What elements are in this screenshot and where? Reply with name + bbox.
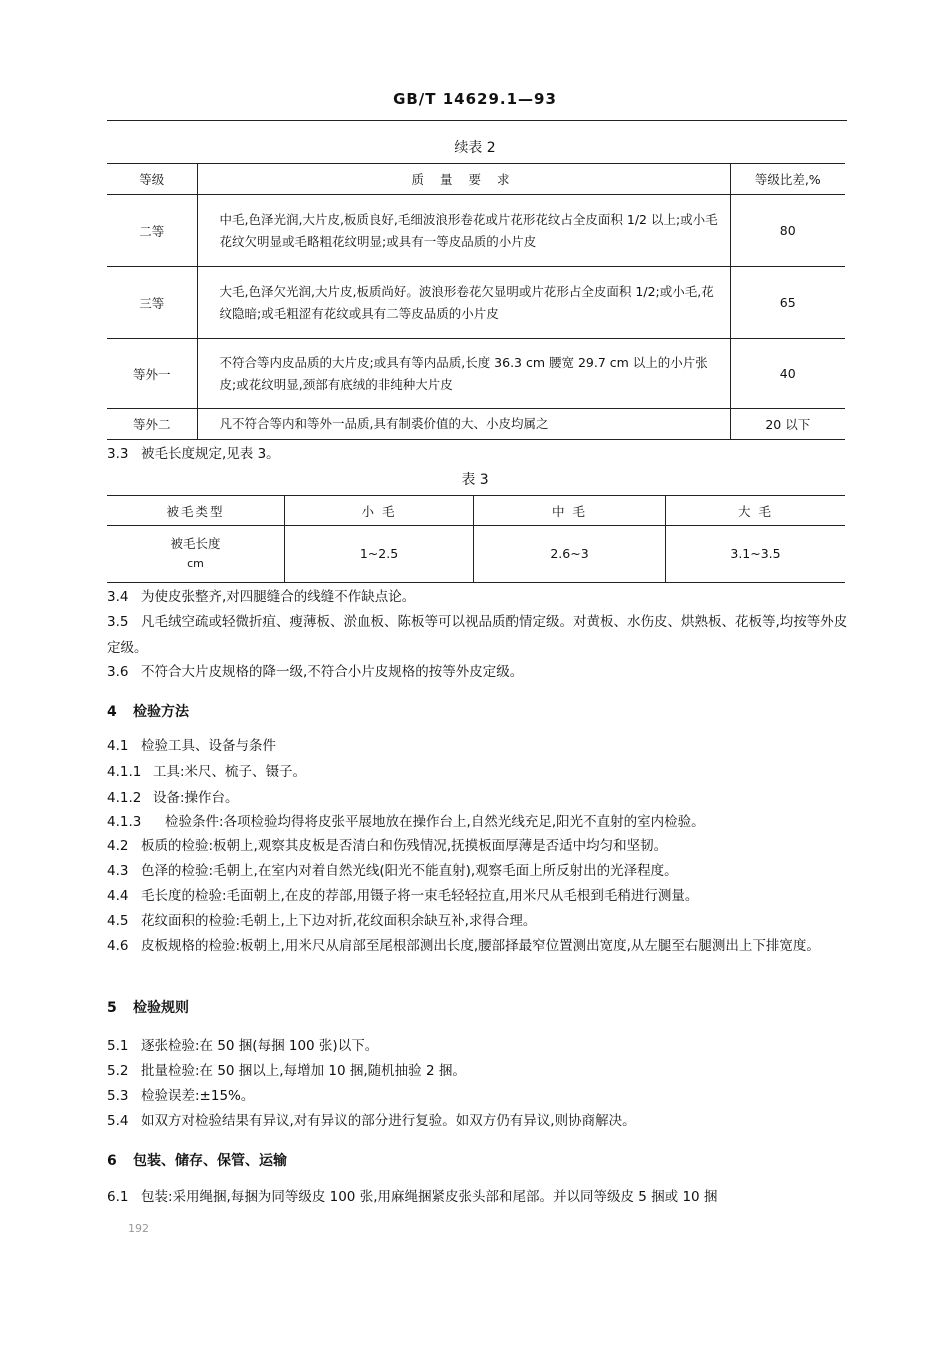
header-large-hair: 大 毛	[666, 496, 846, 526]
table-header-row	[107, 496, 845, 526]
ratio-cell: 65	[730, 267, 845, 339]
table-row	[107, 409, 845, 440]
page-number: 192	[128, 1222, 149, 1235]
clause-number: 4.5	[107, 913, 129, 929]
section-title: 检验规则	[133, 1000, 189, 1016]
section-number: 6	[107, 1153, 117, 1169]
clause-text: 设备:操作台。	[153, 790, 239, 806]
ratio-cell: 20 以下	[730, 409, 845, 440]
clause-text: 毛长度的检验:毛面朝上,在皮的荐部,用镊子将一束毛轻轻拉直,用米尺从毛根到毛稍进行测量。	[141, 888, 699, 904]
clause-text: 皮板规格的检验:板朝上,用米尺从肩部至尾根部测出长度,腰部择最窄位置测出宽度,从左腿至右腿测出上下排宽度。	[141, 938, 820, 954]
row-label	[107, 526, 285, 583]
table-row	[107, 267, 845, 339]
header-rule	[107, 120, 847, 121]
paragraph	[107, 1058, 849, 1084]
section-heading	[107, 1150, 287, 1170]
header-hair-type: 被毛类型	[107, 496, 285, 526]
clause-text: 不符合大片皮规格的降一级,不符合小片皮规格的按等外皮定级。	[141, 664, 524, 680]
paragraph	[107, 609, 849, 661]
table-row	[107, 339, 845, 409]
grade-cell: 等外二	[107, 409, 197, 440]
clause-text: 为使皮张整齐,对四腿缝合的线缝不作缺点论。	[141, 589, 416, 605]
paragraph	[107, 584, 849, 610]
table2-caption: 续表 2	[454, 140, 496, 156]
header-ratio: 等级比差,%	[730, 164, 845, 195]
clause-number: 4.3	[107, 863, 129, 879]
table-row	[107, 195, 845, 267]
clause-text: 逐张检验:在 50 捆(每捆 100 张)以下。	[141, 1038, 379, 1054]
section-title: 包装、储存、保管、运输	[133, 1153, 287, 1169]
paragraph	[107, 858, 849, 884]
clause-number: 5.2	[107, 1063, 129, 1079]
clause-text: 凡毛绒空疏或轻微折疽、瘦薄板、淤血板、陈板等可以视品质酌情定级。对黄板、水伤皮、烘熟板、花板等,均按等外皮定级。	[107, 614, 848, 656]
ratio-cell: 40	[730, 339, 845, 409]
paragraph	[107, 883, 849, 909]
grade-cell: 三等	[107, 267, 197, 339]
clause-number: 4.4	[107, 888, 129, 904]
clause-text: 检验条件:各项检验均得将皮张平展地放在操作台上,自然光线充足,阳光不直射的室内检验。	[165, 814, 705, 830]
row-label-text: 被毛长度	[170, 536, 221, 551]
value-cell: 2.6~3	[474, 526, 666, 583]
clause-number: 5.3	[107, 1088, 129, 1104]
ratio-cell: 80	[730, 195, 845, 267]
paragraph	[107, 833, 849, 859]
clause-number: 5.1	[107, 1038, 129, 1054]
table-header-row	[107, 164, 845, 195]
clause-number: 4.1.3	[107, 814, 142, 830]
paragraph	[107, 908, 849, 934]
clause-text: 检验工具、设备与条件	[141, 738, 276, 754]
grade-cell: 等外一	[107, 339, 197, 409]
clause-text: 花纹面积的检验:毛朝上,上下边对折,花纹面积余缺互补,求得合理。	[141, 913, 537, 929]
value-cell: 3.1~3.5	[666, 526, 846, 583]
clause-number: 4.1.1	[107, 764, 142, 780]
clause-text: 色泽的检验:毛朝上,在室内对着自然光线(阳光不能直射),观察毛面上所反射出的光泽程度。	[141, 863, 678, 879]
paragraph	[107, 659, 849, 685]
clause-number: 6.1	[107, 1189, 129, 1205]
clause-text: 被毛长度规定,见表 3。	[141, 446, 280, 462]
grade-table	[107, 163, 845, 440]
hair-length-table	[107, 495, 845, 583]
clause-number: 3.5	[107, 614, 129, 630]
clause-number: 5.4	[107, 1113, 129, 1129]
paragraph	[107, 441, 849, 467]
standard-number: GB/T 14629.1—93	[393, 90, 557, 108]
paragraph	[107, 785, 849, 811]
header-small-hair: 小 毛	[285, 496, 474, 526]
table-row	[107, 526, 845, 583]
section-number: 4	[107, 704, 117, 720]
clause-number: 4.2	[107, 838, 129, 854]
section-heading	[107, 997, 189, 1017]
value-cell: 1~2.5	[285, 526, 474, 583]
paragraph	[107, 1108, 849, 1134]
clause-number: 3.3	[107, 446, 129, 462]
clause-text: 工具:米尺、梳子、镊子。	[153, 764, 307, 780]
clause-number: 4.1.2	[107, 790, 142, 806]
clause-number: 3.4	[107, 589, 129, 605]
requirement-cell: 不符合等内皮品质的大片皮;或具有等内品质,长度 36.3 cm 腰宽 29.7 cm 以上的小片张皮;或花纹明显,颈部有底绒的非纯种大片皮	[197, 339, 730, 409]
clause-number: 4.6	[107, 938, 129, 954]
clause-text: 如双方对检验结果有异议,对有异议的部分进行复验。如双方仍有异议,则协商解决。	[141, 1113, 636, 1129]
clause-text: 包装:采用绳捆,每捆为同等级皮 100 张,用麻绳捆紧皮张头部和尾部。并以同等级皮 5 捆或 10 捆	[141, 1189, 718, 1205]
grade-cell: 二等	[107, 195, 197, 267]
requirement-cell: 凡不符合等内和等外一品质,具有制裘价值的大、小皮均属之	[197, 409, 730, 440]
clause-number: 4.1	[107, 738, 129, 754]
section-title: 检验方法	[133, 704, 189, 720]
paragraph	[107, 1184, 849, 1210]
requirement-cell: 中毛,色泽光润,大片皮,板质良好,毛细波浪形卷花或片花形花纹占全皮面积 1/2 以上;或小毛花纹欠明显或毛略粗花纹明显;或具有一等皮品质的小片皮	[197, 195, 730, 267]
paragraph	[107, 933, 849, 959]
clause-text: 批量检验:在 50 捆以上,每增加 10 捆,随机抽验 2 捆。	[141, 1063, 466, 1079]
header-quality: 质 量 要 求	[197, 164, 730, 195]
paragraph	[107, 1083, 849, 1109]
header-grade: 等级	[107, 164, 197, 195]
section-number: 5	[107, 1000, 117, 1016]
paragraph	[107, 1033, 849, 1059]
header-medium-hair: 中 毛	[474, 496, 666, 526]
section-heading	[107, 701, 189, 721]
clause-number: 3.6	[107, 664, 129, 680]
clause-text: 检验误差:±15%。	[141, 1088, 255, 1104]
paragraph	[107, 809, 849, 835]
clause-text: 板质的检验:板朝上,观察其皮板是否清白和伤残情况,抚摸板面厚薄是否适中均匀和坚韧。	[141, 838, 668, 854]
table3-caption: 表 3	[461, 472, 489, 488]
paragraph	[107, 759, 849, 785]
row-unit: cm	[187, 557, 204, 570]
paragraph	[107, 733, 849, 759]
requirement-cell: 大毛,色泽欠光润,大片皮,板质尚好。波浪形卷花欠显明或片花形占全皮面积 1/2;或小毛,花纹隐暗;或毛粗涩有花纹或具有二等皮品质的小片皮	[197, 267, 730, 339]
